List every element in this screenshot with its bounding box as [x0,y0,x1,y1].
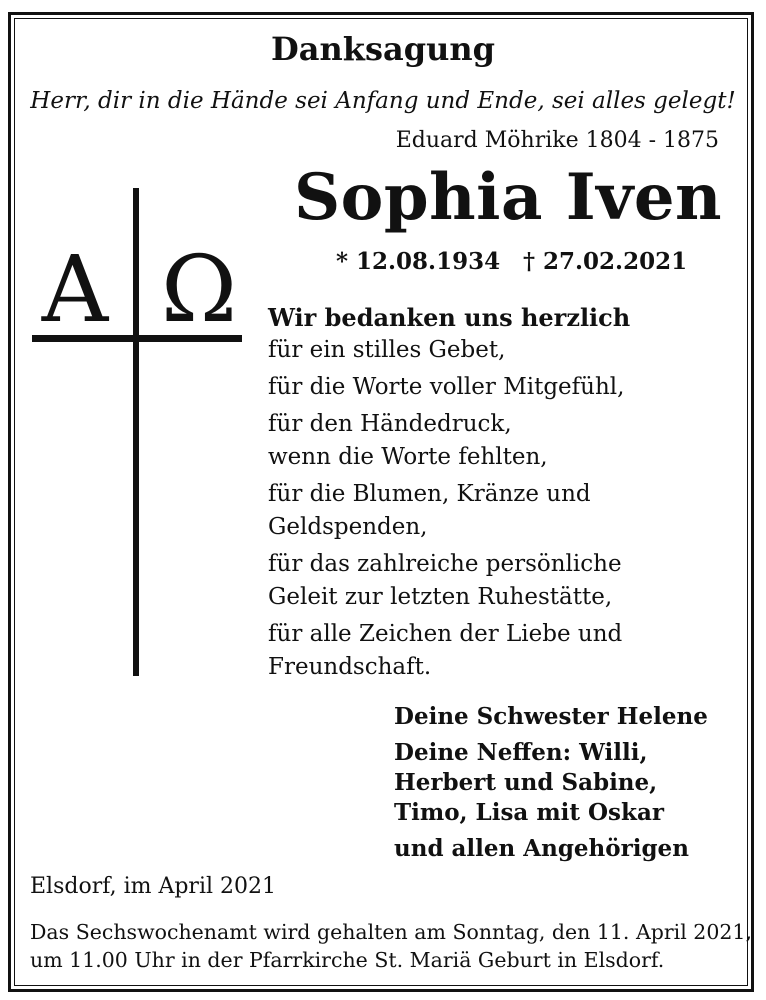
notice-line: um 11.00 Uhr in der Pfarrkirche St. Mariä Geburt in Elsdorf. [30,948,665,972]
thanks-stanza [268,408,630,474]
thanks-line: für die Worte voller Mitgefühl, [268,374,625,400]
thanks-block [268,302,630,688]
thanks-line: für den Händedruck, [268,411,512,437]
thanks-line: Geleit zur letzten Ruhestätte, [268,584,613,610]
signer-line: und allen Angehörigen [394,835,689,862]
birth-date: * 12.08.1934 [336,248,501,275]
page-title: Danksagung [271,30,495,68]
omega-letter: Ω [160,236,238,343]
signer-group [394,738,708,828]
thanks-stanza [268,478,630,544]
signers-block [394,702,708,870]
signer-line: Deine Neffen: Willi, [394,739,648,766]
cross-vertical-bar [133,188,139,676]
signer-group [394,702,708,732]
closing-place-date: Elsdorf, im April 2021 [30,874,277,899]
thanks-line: wenn die Worte fehlten, [268,444,548,470]
deceased-name: Sophia Iven [293,160,723,235]
thanks-intro: Wir bedanken uns herzlich [268,303,631,332]
thanks-stanza [268,548,630,614]
thanks-line: Freundschaft. [268,654,432,680]
thanks-line: für ein stilles Gebet, [268,337,506,363]
notice-line: Das Sechswochenamt wird gehalten am Sonntag, den 11. April 2021, [30,920,752,944]
alpha-letter: A [41,236,109,343]
signer-group [394,834,708,864]
thanks-stanza [268,371,630,404]
signer-line: Herbert und Sabine, [394,769,658,796]
death-date: † 27.02.2021 [523,248,688,275]
thanks-line: für das zahlreiche persönliche [268,551,622,577]
alpha-omega-cross-icon [32,188,244,676]
thanks-list [268,334,630,684]
thanks-stanza [268,334,630,367]
thanks-stanza [268,618,630,684]
quote: Herr, dir in die Hände sei Anfang und Ende, sei alles gelegt! [30,88,736,114]
thanks-line: für alle Zeichen der Liebe und [268,621,623,647]
service-notice [30,918,752,974]
thanks-line: Geldspenden, [268,514,428,540]
signer-line: Deine Schwester Helene [394,703,708,730]
signer-line: Timo, Lisa mit Oskar [394,799,664,826]
thanks-line: für die Blumen, Kränze und [268,481,591,507]
quote-author: Eduard Möhrike 1804 - 1875 [395,128,719,153]
